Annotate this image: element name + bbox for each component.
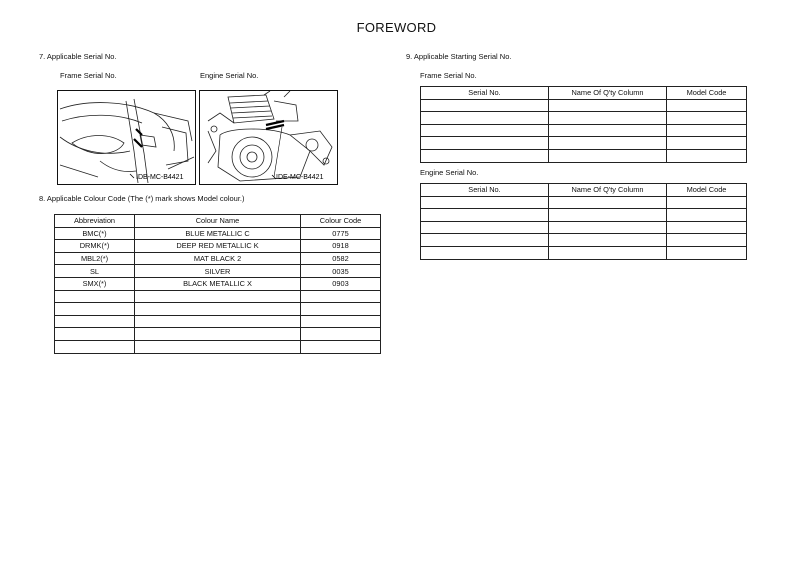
colour-code-table [54,214,381,354]
section-7-heading: 7. Applicable Serial No. [39,52,117,61]
engine-serial-label: Engine Serial No. [200,71,259,80]
serial-no-cell [421,196,549,209]
table-row [55,227,381,240]
table-row [421,99,747,112]
table-row [55,303,381,316]
serial-no-cell [421,209,549,222]
table-row [421,246,747,259]
table-row [421,196,747,209]
table-row [421,112,747,125]
serial-no-cell [421,99,549,112]
header-model-code: Model Code [667,87,747,100]
colour-name-cell [135,328,301,341]
colour-code-cell [301,328,381,341]
colour-code-cell: 0903 [301,277,381,290]
colour-code-cell: 0775 [301,227,381,240]
serial-no-cell [421,221,549,234]
engine-serial-figure [199,90,338,185]
qty-column-cell [549,112,667,125]
serial-no-cell [421,112,549,125]
table-row [55,252,381,265]
abbreviation-cell: DRMK(*) [55,240,135,253]
engine-starting-serial-label: Engine Serial No. [420,168,479,177]
abbreviation-cell [55,303,135,316]
table-row [421,221,747,234]
header-colour-name: Colour Name [135,215,301,228]
abbreviation-cell: SL [55,265,135,278]
colour-code-cell: 0918 [301,240,381,253]
model-code-cell [667,137,747,150]
frame-starting-serial-label: Frame Serial No. [420,71,477,80]
colour-name-cell [135,290,301,303]
colour-name-cell [135,315,301,328]
header-qty-column: Name Of Q'ty Column [549,87,667,100]
model-code-cell [667,149,747,162]
abbreviation-cell: BMC(*) [55,227,135,240]
model-code-cell [667,196,747,209]
section-9-heading: 9. Applicable Starting Serial No. [406,52,512,61]
qty-column-cell [549,124,667,137]
colour-name-cell [135,303,301,316]
serial-no-cell [421,137,549,150]
header-colour-code: Colour Code [301,215,381,228]
qty-column-cell [549,99,667,112]
header-model-code: Model Code [667,184,747,197]
table-row [55,240,381,253]
table-header-row [421,87,747,100]
serial-no-cell [421,246,549,259]
table-row [421,234,747,247]
colour-code-cell: 0582 [301,252,381,265]
abbreviation-cell: MBL2(*) [55,252,135,265]
serial-no-cell [421,234,549,247]
frame-figure-caption: IDB-MC-B4421 [136,174,184,181]
colour-code-cell [301,290,381,303]
section-8-heading: 8. Applicable Colour Code (The (*) mark shows Model colour.) [39,194,245,203]
qty-column-cell [549,196,667,209]
qty-column-cell [549,234,667,247]
table-row [55,277,381,290]
abbreviation-cell [55,315,135,328]
qty-column-cell [549,149,667,162]
colour-name-cell [135,340,301,353]
colour-name-cell: SILVER [135,265,301,278]
header-serial-no: Serial No. [421,184,549,197]
table-row [55,265,381,278]
frame-illustration [58,91,195,184]
abbreviation-cell: SMX(*) [55,277,135,290]
model-code-cell [667,246,747,259]
table-header-row [55,215,381,228]
frame-serial-label: Frame Serial No. [60,71,117,80]
colour-code-cell [301,315,381,328]
frame-serial-figure [57,90,196,185]
header-serial-no: Serial No. [421,87,549,100]
model-code-cell [667,209,747,222]
header-qty-column: Name Of Q'ty Column [549,184,667,197]
colour-code-cell [301,303,381,316]
qty-column-cell [549,221,667,234]
model-code-cell [667,234,747,247]
colour-name-cell: MAT BLACK 2 [135,252,301,265]
frame-serial-table [420,86,747,163]
serial-no-cell [421,124,549,137]
model-code-cell [667,99,747,112]
table-row [55,315,381,328]
table-row [55,328,381,341]
page-title: FOREWORD [356,20,437,35]
serial-no-cell [421,149,549,162]
table-header-row [421,184,747,197]
engine-serial-table [420,183,747,260]
qty-column-cell [549,246,667,259]
qty-column-cell [549,209,667,222]
colour-code-cell: 0035 [301,265,381,278]
colour-name-cell: DEEP RED METALLIC K [135,240,301,253]
engine-illustration [200,91,337,184]
colour-code-cell [301,340,381,353]
abbreviation-cell [55,290,135,303]
table-row [421,149,747,162]
table-row [421,137,747,150]
colour-name-cell: BLUE METALLIC C [135,227,301,240]
table-row [55,290,381,303]
abbreviation-cell [55,340,135,353]
engine-figure-caption: IDE-MC-B4421 [276,174,324,181]
model-code-cell [667,124,747,137]
model-code-cell [667,221,747,234]
model-code-cell [667,112,747,125]
table-row [421,124,747,137]
table-row [421,209,747,222]
header-abbreviation: Abbreviation [55,215,135,228]
colour-name-cell: BLACK METALLIC X [135,277,301,290]
qty-column-cell [549,137,667,150]
abbreviation-cell [55,328,135,341]
table-row [55,340,381,353]
